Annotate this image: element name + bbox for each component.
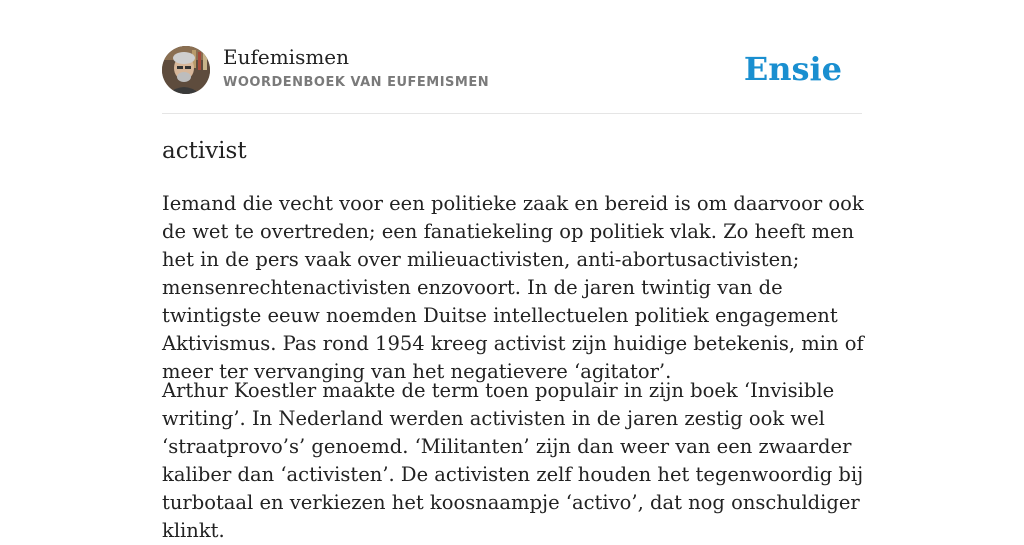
- entry-paragraph: Iemand die vecht voor een politieke zaak en bereid is om daarvoor ook de wet te overtreden; een fanatiekeling op politiek vlak. Zo heeft men het in de pers vaak over milieuactivisten, anti-abortusactivisten; mensenrechtenactivisten enzovoort. In de jaren twintig van de twintigste eeuw noemden Duitse intellectuelen politiek engagement Aktivismus. Pas rond 1954 kreeg activist zijn huidige betekenis, min of meer ter vervanging van het negatievere ‘agitator’.: [162, 192, 864, 383]
- avatar-portrait-icon: [162, 46, 210, 94]
- entry-paragraph: Arthur Koestler maakte de term toen populair in zijn boek ‘Invisible writing’. In Nederland werden activisten in de jaren zestig ook wel ‘straatprovo’s’ genoemd. ‘Militanten’ zijn dan weer van een zwaarder kaliber dan ‘activisten’. De activisten zelf houden het tegenwoordig bij turbotaal en verkiezen het koosnaampje ‘activo’, dat nog onschuldiger klinkt.: [162, 379, 864, 542]
- page: [162, 0, 864, 542]
- site-logo[interactable]: Ensie: [743, 50, 842, 88]
- source-title[interactable]: Eufemismen: [223, 45, 350, 69]
- entry-term: activist: [162, 138, 247, 164]
- author-avatar[interactable]: [162, 46, 210, 94]
- source-subtitle[interactable]: WOORDENBOEK VAN EUFEMISMEN: [223, 75, 490, 90]
- header: [162, 0, 862, 114]
